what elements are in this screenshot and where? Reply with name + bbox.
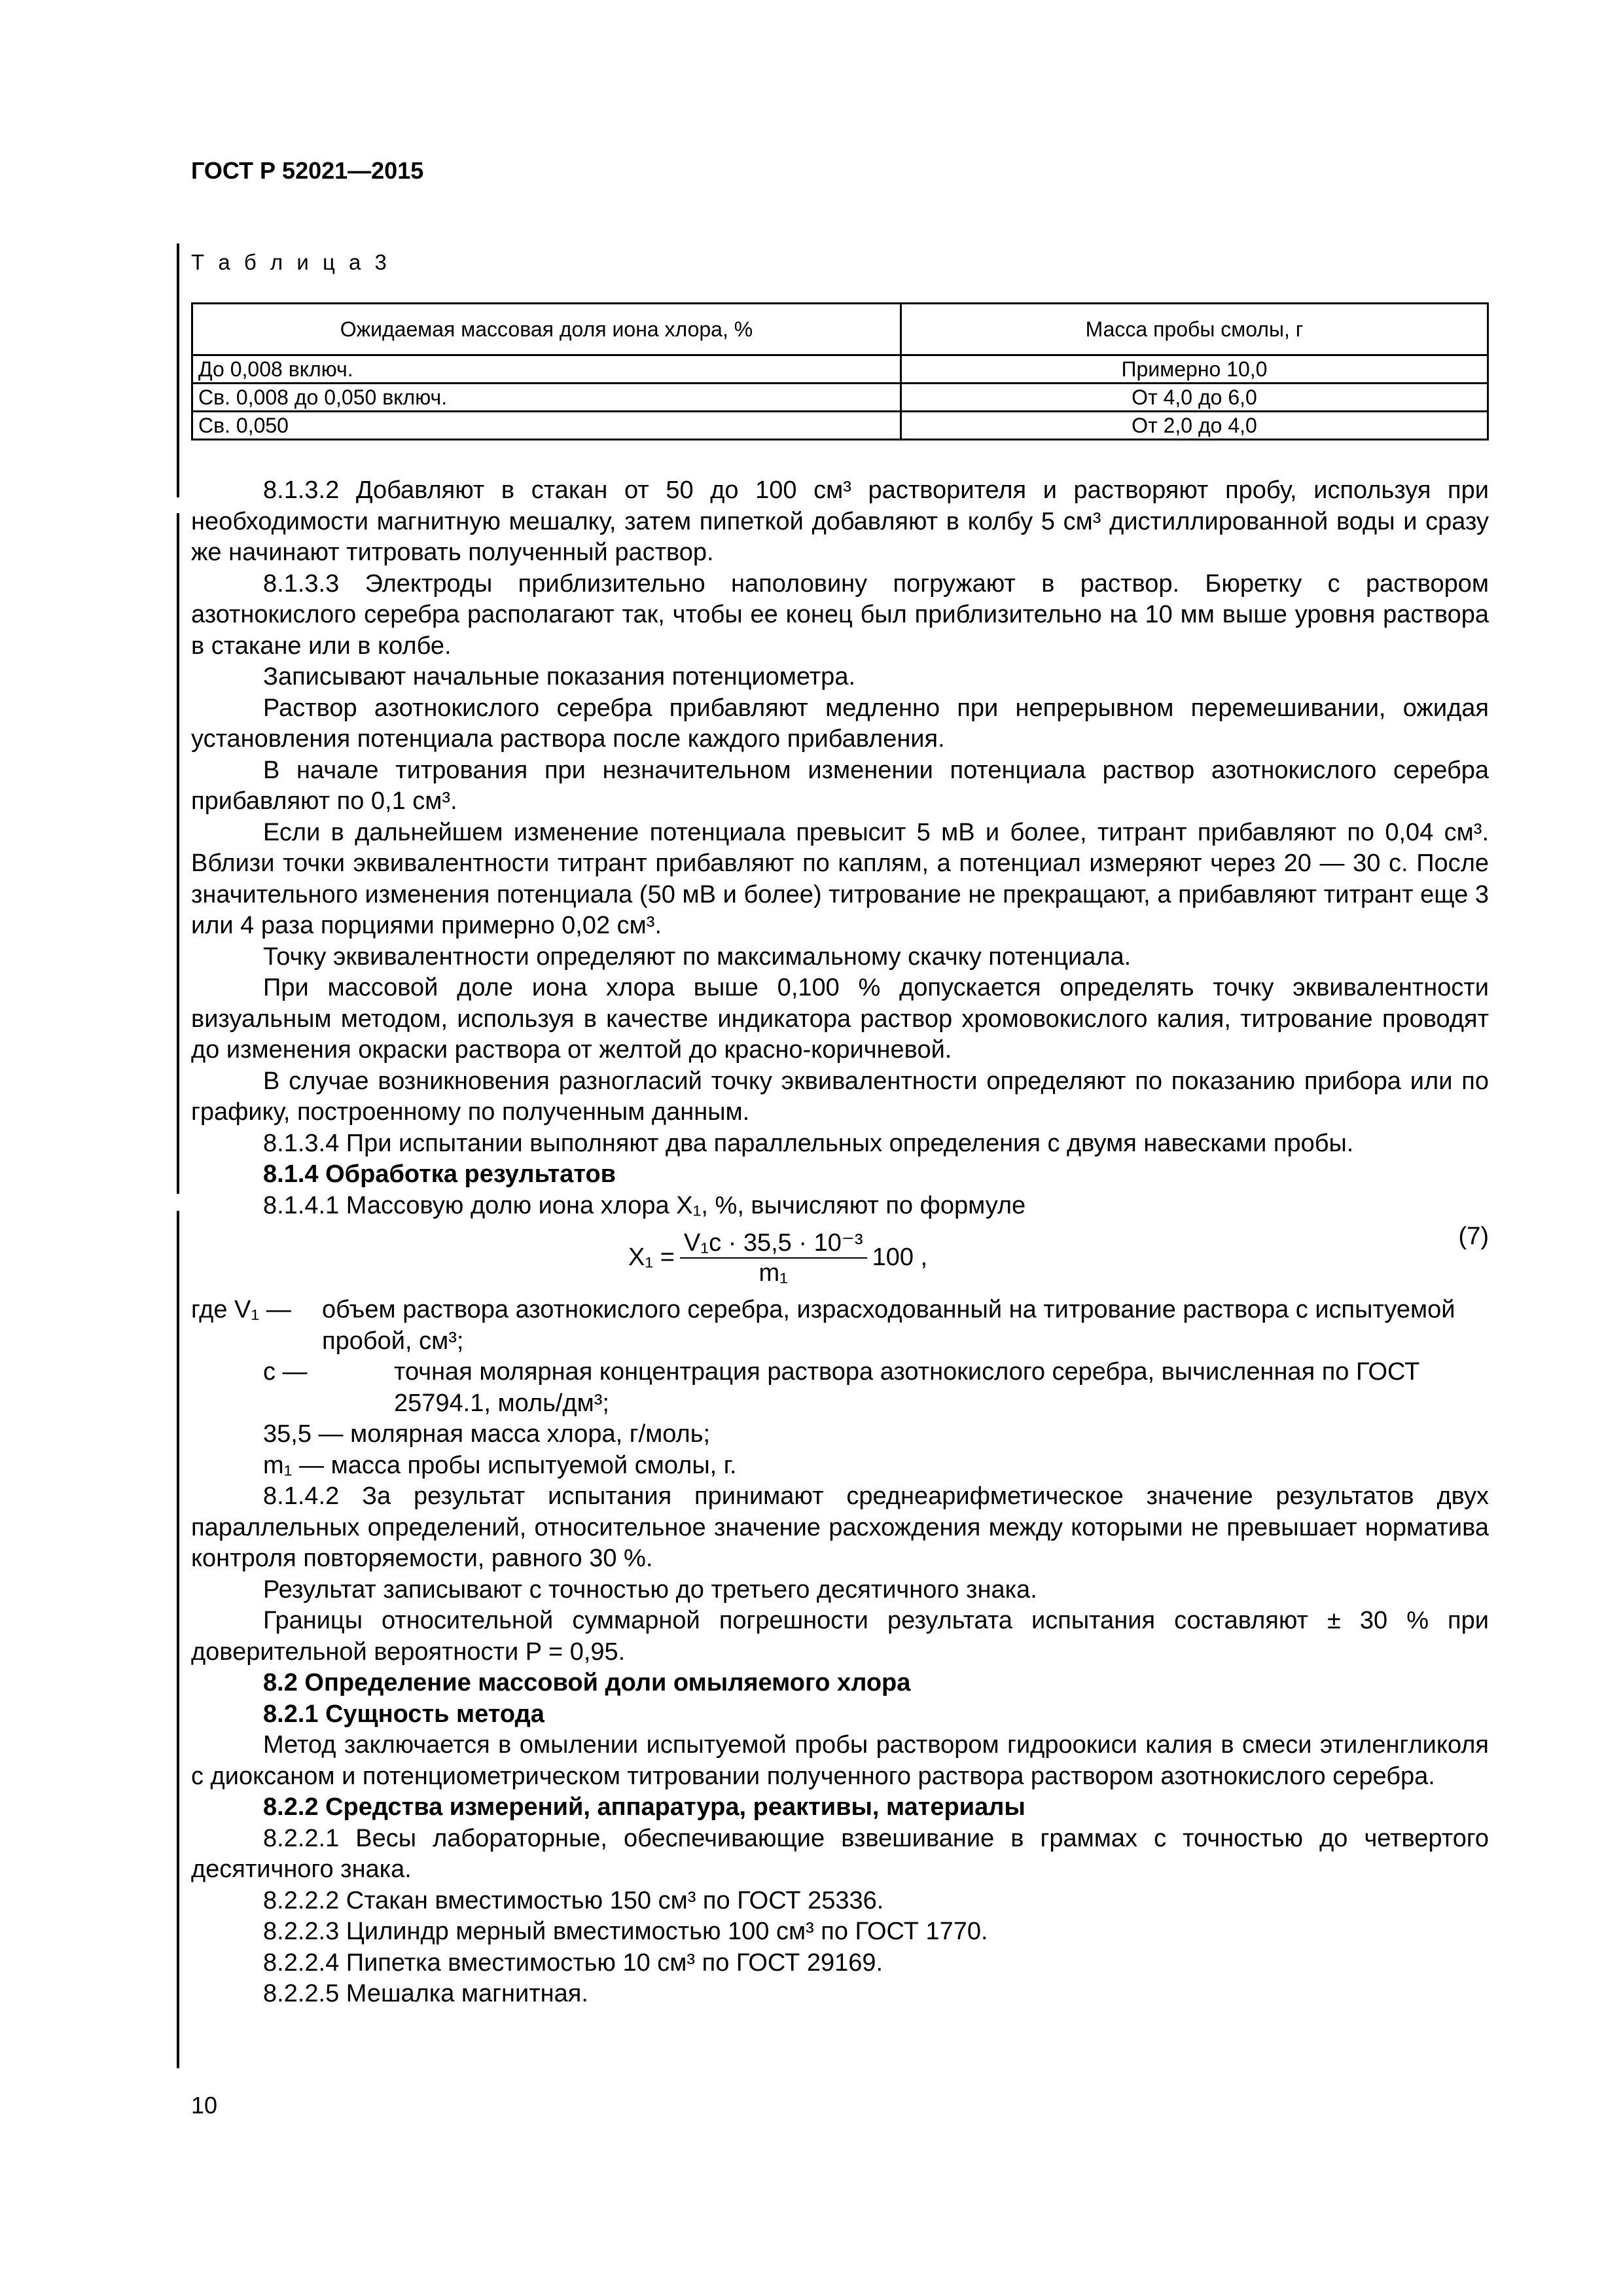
paragraph: Если в дальнейшем изменение потенциала превысит 5 мВ и более, титрант прибавляют по 0,04 см³. Вблизи точки эквивалентности титрант прибавляют по каплям, а потенциал измеряют через 20 — 30 с. После значительного изменения потенциала (50 мВ и более) титрование не прекращают, а прибавляют титрант еще 3 или 4 раза порциями примерно 0,02 см³. — [191, 818, 1489, 939]
equation-number: (7) — [1458, 1223, 1489, 1250]
definition-text: точная молярная концентрация раствора азотнокислого серебра, вычисленная по ГОСТ 25794.1, моль/дм³; — [394, 1358, 1420, 1417]
table-cell: От 2,0 до 4,0 — [901, 412, 1488, 440]
formula-lhs: X₁ = — [628, 1244, 675, 1272]
paragraph-8-1-4-2: 8.1.4.2 За результат испытания принимают среднеарифметическое значение результатов двух параллельных определений, относительное значение расхождения между которыми не превышает норматива контроля повторяемости, равного 30 %. — [191, 1482, 1489, 1572]
section-heading: 8.2.2 Средства измерений, аппаратура, реактивы, материалы — [263, 1793, 1026, 1821]
section-heading: 8.2.1 Сущность метода — [263, 1700, 544, 1728]
table-title: Т а б л и ц а 3 — [191, 250, 391, 274]
paragraph-8-2-2-3: 8.2.2.3 Цилиндр мерный вместимостью 100 см³ по ГОСТ 1770. — [263, 1918, 988, 1945]
formula-factor: 100 , — [872, 1244, 928, 1272]
table-cell: До 0,008 включ. — [192, 355, 901, 384]
paragraph: Границы относительной суммарной погрешности результата испытания составляют ± 30 % при доверительной вероятности P = 0,95. — [191, 1607, 1489, 1666]
paragraph: Результат записывают с точностью до третьего десятичного знака. — [263, 1575, 1037, 1604]
table-row — [192, 384, 1488, 412]
paragraph: Раствор азотнокислого серебра прибавляют медленно при непрерывном перемешивании, ожидая установления потенциала раствора после каждого прибавления. — [191, 694, 1489, 753]
paragraph: В случае возникновения разногласий точку эквивалентности определяют по показанию прибора или по графику, построенному по полученным данным. — [191, 1067, 1489, 1126]
section-heading: 8.2 Определение массовой доли омыляемого хлора — [263, 1669, 911, 1696]
table-row — [192, 412, 1488, 440]
table-3 — [191, 302, 1489, 440]
page-number: 10 — [191, 2092, 218, 2119]
table-cell: Св. 0,050 — [192, 412, 901, 440]
formula-expression — [628, 1221, 927, 1295]
paragraph-8-1-3-3: 8.1.3.3 Электроды приблизительно наполовину погружают в раствор. Бюретку с раствором азотнокислого серебра располагают так, чтобы ее конец был приблизительно на 10 мм выше уровня раствора в стакане или в колбе. — [191, 569, 1489, 660]
paragraph-8-1-3-2: 8.1.3.2 Добавляют в стакан от 50 до 100 см³ растворителя и растворяют пробу, используя при необходимости магнитную мешалку, затем пипеткой добавляют в колбу 5 см³ дистиллированной воды и сразу же начинают титровать полученный раствор. — [191, 476, 1489, 566]
definition-text: объем раствора азотнокислого серебра, израсходованный на титрование раствора с испытуемой пробой, см³; — [322, 1296, 1455, 1355]
definition-symbol: c — — [263, 1358, 308, 1386]
change-bar — [177, 1211, 179, 2068]
change-bar — [177, 513, 179, 1194]
definition-symbol: где V₁ — — [191, 1296, 291, 1323]
paragraph: Метод заключается в омылении испытуемой пробы раствором гидроокиси калия в смеси этиленгликоля с диоксаном и потенциометрическом титровании полученного раствора раствором азотнокислого серебра. — [191, 1731, 1489, 1790]
paragraph-8-2-2-4: 8.2.2.4 Пипетка вместимостью 10 см³ по ГОСТ 29169. — [263, 1948, 883, 1977]
formula-numerator: V₁c · 35,5 · 10⁻³ — [683, 1229, 863, 1257]
paragraph: В начале титрования при незначительном изменении потенциала раствор азотнокислого серебра прибавляют по 0,1 см³. — [191, 756, 1489, 815]
table-cell: От 4,0 до 6,0 — [901, 384, 1488, 412]
formula-fraction — [680, 1229, 867, 1287]
paragraph-8-2-2-5: 8.2.2.5 Мешалка магнитная. — [263, 1980, 588, 2007]
definition-item — [191, 1357, 1489, 1419]
document-header: ГОСТ Р 52021—2015 — [191, 157, 424, 184]
table-header-row — [192, 304, 1488, 355]
table-header-cell: Ожидаемая массовая доля иона хлора, % — [192, 304, 901, 355]
definition-item: 35,5 — молярная масса хлора, г/моль; — [263, 1420, 711, 1448]
definition-item — [191, 1295, 1489, 1357]
formula-denominator: m₁ — [758, 1259, 788, 1287]
section-heading: 8.1.4 Обработка результатов — [263, 1160, 616, 1188]
paragraph: При массовой доле иона хлора выше 0,100 % допускается определять точку эквивалентности визуальным методом, используя в качестве индикатора раствор хромовокислого калия, титрование проводят до изменения окраски раствора от желтой до красно-коричневой. — [191, 974, 1489, 1064]
formula-7 — [191, 1221, 1489, 1295]
paragraph: Записывают начальные показания потенциометра. — [263, 663, 856, 691]
paragraph: Точку эквивалентности определяют по максимальному скачку потенциала. — [263, 942, 1132, 971]
table-row — [192, 355, 1488, 384]
paragraph-8-1-3-4: 8.1.3.4 При испытании выполняют два параллельных определения с двумя навесками пробы. — [263, 1129, 1354, 1157]
paragraph-8-2-2-2: 8.2.2.2 Стакан вместимостью 150 см³ по ГОСТ 25336. — [263, 1886, 884, 1914]
paragraph-8-2-2-1: 8.2.2.1 Весы лабораторные, обеспечивающие взвешивание в граммах с точностью до четвертого десятичного знака. — [191, 1824, 1489, 1883]
table-cell: Св. 0,008 до 0,050 включ. — [192, 384, 901, 412]
change-bar — [177, 243, 179, 497]
definition-item: m₁ — масса пробы испытуемой смолы, г. — [263, 1451, 737, 1479]
body-text — [191, 475, 1489, 2010]
table-cell: Примерно 10,0 — [901, 355, 1488, 384]
table-header-cell: Масса пробы смолы, г — [901, 304, 1488, 355]
paragraph-8-1-4-1: 8.1.4.1 Массовую долю иона хлора X₁, %, вычисляют по формуле — [263, 1191, 1026, 1219]
